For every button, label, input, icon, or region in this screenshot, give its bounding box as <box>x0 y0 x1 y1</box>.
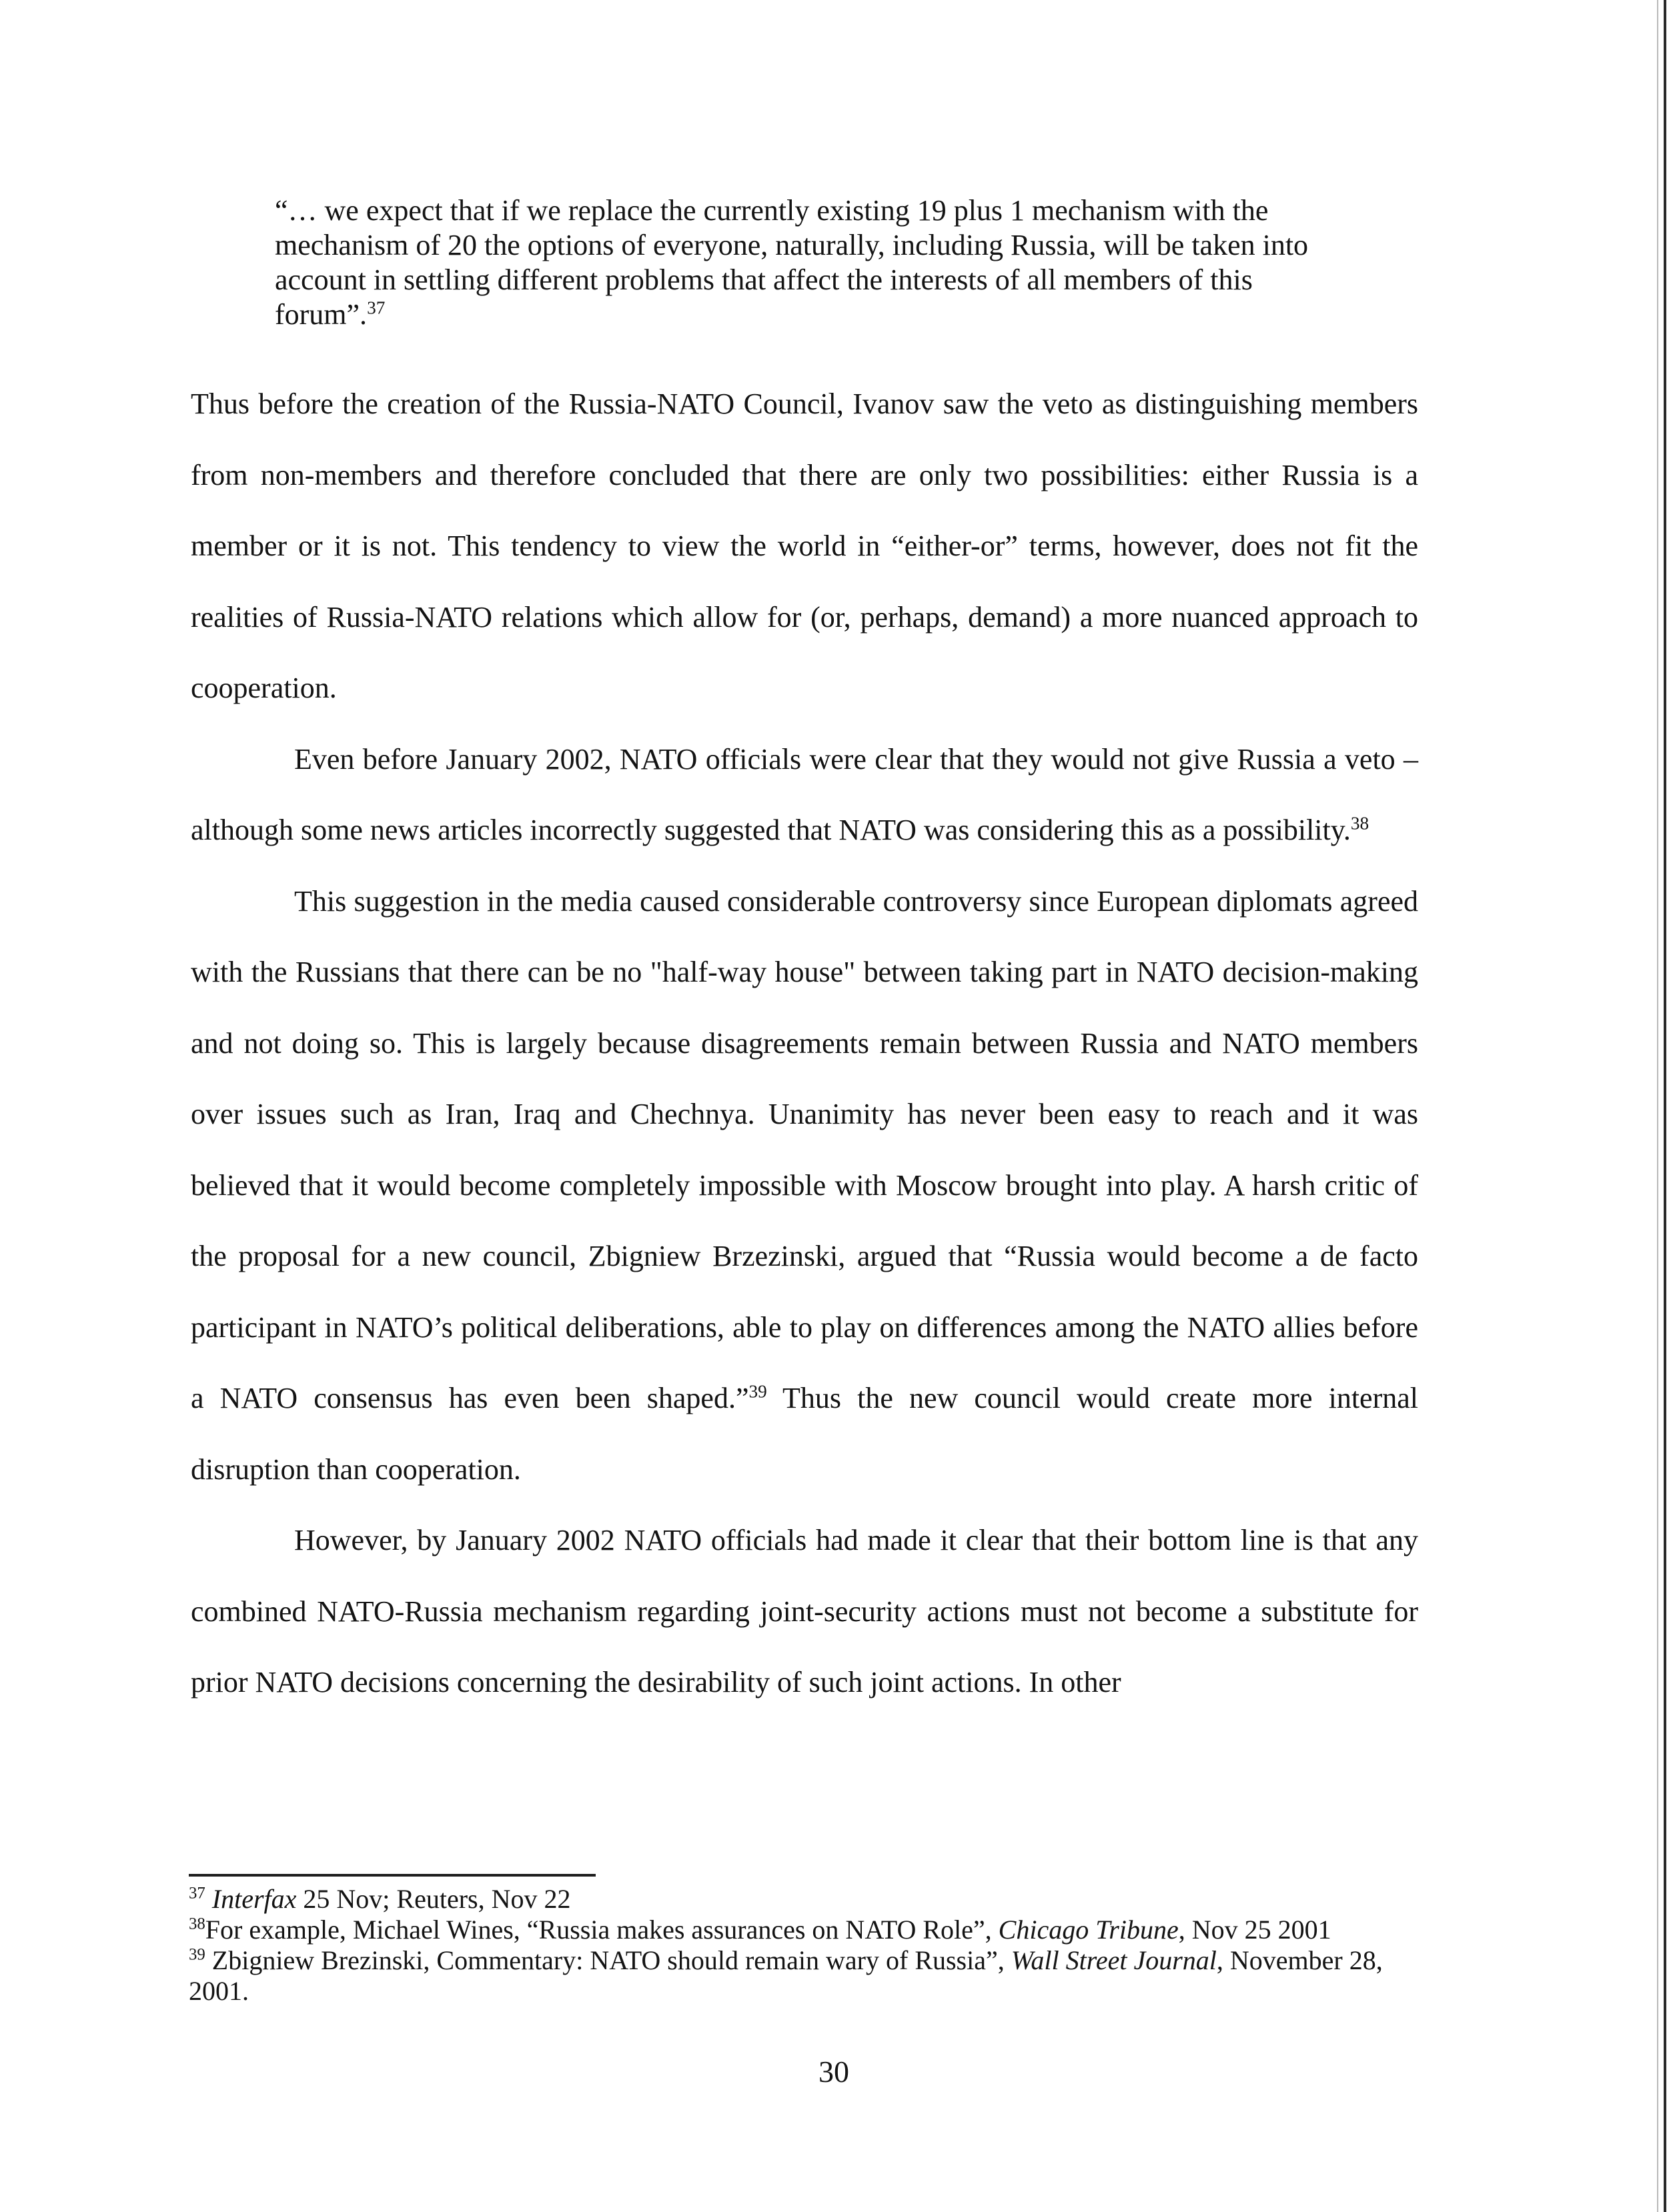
paragraph-3-text-before: This suggestion in the media caused considerable controversy since European diplomats agreed with the Russians that there can be no "half-way house" between taking part in NATO decision-making and not doing so. This is largely because disagreements remain between Russia and NATO members over issues such as Iran, Iraq and Chechnya. Unanimity has never been easy to reach and it was believed that it would become completely impossible with Moscow brought into play. A harsh critic of the proposal for a new council, Zbigniew Brzezinski, argued that “Russia would become a de facto participant in NATO’s political deliberations, able to play on differences among the NATO allies before a NATO consensus has even been shaped.” <box>191 884 1418 1414</box>
paragraph-2-text: Even before January 2002, NATO officials were clear that they would not give Russia a veto – although some news articles incorrectly suggested that NATO was considering this as a possibility. <box>191 742 1418 846</box>
paragraph-4-text: However, by January 2002 NATO officials had made it clear that their bottom line is that any combined NATO-Russia mechanism regarding joint-security actions must not become a substitute for prior NATO decisions concerning the desirability of such joint actions. In other <box>191 1524 1418 1699</box>
footnote-source-title: Interfax <box>211 1884 297 1914</box>
footnote-text-before: For example, Michael Wines, “Russia makes assurances on NATO Role”, <box>205 1915 999 1945</box>
footnote-separator <box>189 1874 596 1877</box>
paragraph-1-text: Thus before the creation of the Russia-NATO Council, Ivanov saw the veto as distinguishing members from non-members and therefore concluded that there are only two possibilities: either Russia is a member or it is not. This tendency to view the world in “either-or” terms, however, does not fit the realities of Russia-NATO relations which allow for (or, perhaps, demand) a more nuanced approach to cooperation. <box>191 387 1418 704</box>
footnote-ref-37: 37 <box>367 297 386 318</box>
footnote-source-title: Wall Street Journal <box>1011 1945 1217 1975</box>
footnote-37 <box>189 1884 1416 1915</box>
footnote-ref-39: 39 <box>748 1381 767 1402</box>
paragraph-4 <box>191 1505 1418 1719</box>
footnote-number: 37 <box>189 1884 205 1903</box>
footnote-text-before: Zbigniew Brezinski, Commentary: NATO should remain wary of Russia”, <box>205 1945 1011 1975</box>
footnote-number: 38 <box>189 1915 205 1933</box>
block-quote-text: “… we expect that if we replace the currently existing 19 plus 1 mechanism with the mechanism of 20 the options of everyone, naturally, including Russia, will be taken into account in settling different problems that affect the interests of all members of this forum”. <box>275 194 1309 331</box>
paragraph-2 <box>191 724 1418 866</box>
footnotes <box>189 1884 1416 2007</box>
paragraph-3 <box>191 866 1418 1506</box>
footnote-source-title: Chicago Tribune <box>998 1915 1179 1945</box>
block-quote <box>275 193 1369 332</box>
footnote-ref-38: 38 <box>1350 813 1369 834</box>
footnote-text-after: , November 28, 2001. <box>189 1945 1383 2006</box>
footnote-text: 25 Nov; Reuters, Nov 22 <box>296 1884 571 1914</box>
footnote-text-after: , Nov 25 2001 <box>1178 1915 1331 1945</box>
scan-edge-shadow <box>1657 0 1658 2212</box>
footnote-39 <box>189 1945 1416 2007</box>
scan-edge-line <box>1664 0 1666 2212</box>
page-number: 30 <box>818 2055 849 2089</box>
paragraph-1 <box>191 369 1418 724</box>
paragraph-3-text-after: Thus the new council would create more internal disruption than cooperation. <box>191 1382 1418 1486</box>
footnote-number: 39 <box>189 1945 205 1964</box>
footnote-38 <box>189 1915 1416 1945</box>
body-text <box>191 369 1418 1719</box>
